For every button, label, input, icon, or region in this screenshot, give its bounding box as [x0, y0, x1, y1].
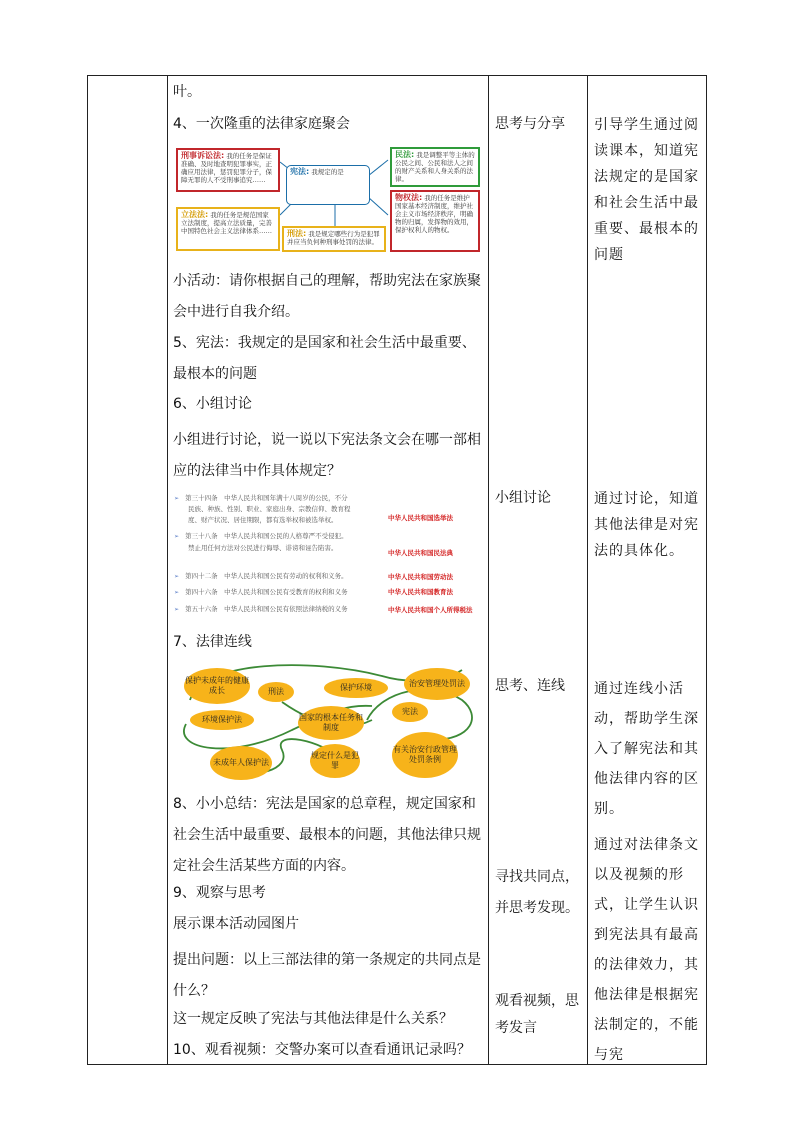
node-fundamental-tasks: 国家的根本任务和制度	[298, 706, 364, 740]
intent-read-book: 引导学生通过阅读课本，知道宪法规定的是国家和社会生活中最重要、最根本的问题	[594, 117, 699, 263]
activity-text: 小活动：请你根据自己的理解，帮助宪法在家族聚会中进行自我介绍。	[173, 273, 481, 320]
articles-figure	[172, 486, 484, 620]
legislation-law-text: 我的任务是规范国家立法制度，提高立法质量，完善中国特色社会主义法律体系……	[181, 211, 272, 235]
node-minors-protection-law: 未成年人保护法	[210, 746, 272, 780]
node-define-crime: 规定什么是犯罪	[310, 744, 360, 778]
leaf-text: 叶。	[173, 84, 201, 100]
article-38-line1: 第三十八条 中华人民共和国公民的人格尊严不受侵犯。	[185, 532, 348, 540]
arrow-icon: ➢	[174, 533, 180, 540]
article-46-tag: 中华人民共和国教育法	[388, 588, 453, 596]
criminal-law-name: 刑法:	[287, 229, 307, 238]
article-46-row	[174, 588, 348, 597]
criminal-law-text: 我是规定哪些行为是犯罪并应当负何种刑事处罚的法律。	[287, 230, 380, 246]
property-law-box	[390, 190, 480, 252]
article-42-tag: 中华人民共和国劳动法	[388, 573, 453, 581]
activity-find-common: 寻找共同点，并思考发现。	[495, 869, 579, 916]
legislation-law-name: 立法法:	[181, 210, 209, 219]
activity-think-connect: 思考、连线	[495, 678, 565, 694]
item8-text: 8、小小总结：宪法是国家的总章程，规定国家和社会生活中最重要、最根本的问题，其他法律只规定社会生活某些方面的内容。	[173, 796, 481, 874]
activity-think-share: 思考与分享	[495, 116, 565, 132]
intent-legal-effect: 通过对法律条文以及视频的形式，让学生认识到宪法具有最高的法律效力，其他法律是根据宪法制定的，不能与宪	[594, 837, 699, 1063]
node-security-regulations: 有关治安行政管理处罚条例	[392, 732, 458, 778]
item9-relation: 这一规定反映了宪法与其他法律是什么关系？	[173, 1011, 453, 1027]
table-top-border	[87, 75, 707, 76]
intent-connect-activity: 通过连线小活动，帮助学生深入了解宪法和其他法律内容的区别。	[594, 681, 699, 817]
constitution-name: 宪法:	[290, 167, 310, 176]
item10-text: 10、观看视频：交警办案可以查看通讯记录吗？	[173, 1042, 471, 1058]
arrow-icon: ➢	[174, 573, 180, 580]
item7-title: 7、法律连线	[173, 634, 252, 650]
article-56-line1: 第五十六条 中华人民共和国公民有依照法律纳税的义务	[185, 605, 348, 613]
node-environment-law: 环境保护法	[190, 710, 254, 730]
civil-law-name: 民法:	[395, 150, 415, 159]
article-34-row	[174, 494, 348, 503]
article-38-row	[174, 532, 348, 541]
property-law-text: 我的任务是维护国家基本经济制度，维护社会主义市场经济秩序，明确物的归属，发挥物的效用，保护权利人的物权。	[395, 194, 473, 234]
article-42-row	[174, 572, 348, 581]
constitution-text: 我规定的是	[311, 168, 344, 176]
criminal-procedure-box	[176, 148, 280, 192]
article-34-line3: 度、财产状况、居住期限，都有选举权和被选举权。	[188, 516, 338, 524]
article-38-line2: 禁止用任何方法对公民进行侮辱、诽谤和诬告陷害。	[188, 544, 338, 552]
node-protect-environment: 保护环境	[324, 678, 388, 698]
intent-discussion: 通过讨论，知道其他法律是对宪法的具体化。	[594, 491, 699, 559]
table-col-line-5	[706, 75, 707, 1065]
article-56-row	[174, 605, 348, 614]
item5-text: 5、宪法：我规定的是国家和社会生活中最重要、最根本的问题	[173, 335, 476, 382]
constitution-box	[286, 165, 370, 205]
law-matching-figure	[172, 660, 484, 780]
civil-law-text: 我是调整平等主体的公民之间、公民和法人之间的财产关系和人身关系的法律。	[395, 151, 475, 183]
node-public-security-law: 治安管理处罚法	[404, 668, 470, 700]
table-col-line-2	[167, 75, 168, 1065]
item6-title: 6、小组讨论	[173, 396, 252, 412]
item9-question: 提出问题：以上三部法律的第一条规定的共同点是什么？	[173, 952, 481, 999]
civil-law-box	[390, 147, 480, 187]
item9-show: 展示课本活动园图片	[173, 916, 299, 932]
article-46-line1: 第四十六条 中华人民共和国公民有受教育的权利和义务	[185, 588, 348, 596]
arrow-icon: ➢	[174, 606, 180, 613]
property-law-name: 物权法:	[395, 193, 423, 202]
activity-group-discussion: 小组讨论	[495, 490, 551, 506]
criminal-procedure-text: 我的任务是保证准确、及时地查明犯罪事实，正确应用法律，惩罚犯罪分子，保障无罪的人不受刑事追究……	[181, 152, 272, 184]
criminal-law-box	[282, 226, 386, 252]
node-constitution: 宪法	[392, 702, 428, 722]
article-34-tag: 中华人民共和国选举法	[388, 514, 453, 522]
item4-title: 4、一次隆重的法律家庭聚会	[173, 116, 350, 132]
node-criminal-law: 刑法	[258, 682, 294, 702]
table-col-line-4	[587, 75, 588, 1065]
article-42-line1: 第四十二条 中华人民共和国公民有劳动的权利和义务。	[185, 572, 348, 580]
article-34-line1: 第三十四条 中华人民共和国年满十八周岁的公民，不分	[185, 494, 348, 502]
activity-watch-video: 观看视频，思考发言	[495, 993, 579, 1036]
article-38-tag: 中华人民共和国民法典	[388, 549, 453, 557]
article-56-tag: 中华人民共和国个人所得税法	[388, 606, 473, 614]
table-col-line-3	[488, 75, 489, 1065]
law-family-figure	[172, 140, 482, 258]
article-34-line2: 民族、种族、性别、职业、家庭出身、宗教信仰、教育程	[188, 505, 351, 513]
item6-text: 小组进行讨论，说一说以下宪法条文会在哪一部相应的法律当中作具体规定？	[173, 432, 481, 479]
arrow-icon: ➢	[174, 589, 180, 596]
item9-title: 9、观察与思考	[173, 885, 266, 901]
table-col-line-1	[87, 75, 88, 1065]
legislation-law-box	[176, 207, 280, 251]
arrow-icon: ➢	[174, 495, 180, 502]
criminal-procedure-name: 刑事诉讼法:	[181, 151, 225, 160]
node-protect-minors-growth: 保护未成年的健康成长	[184, 668, 250, 704]
